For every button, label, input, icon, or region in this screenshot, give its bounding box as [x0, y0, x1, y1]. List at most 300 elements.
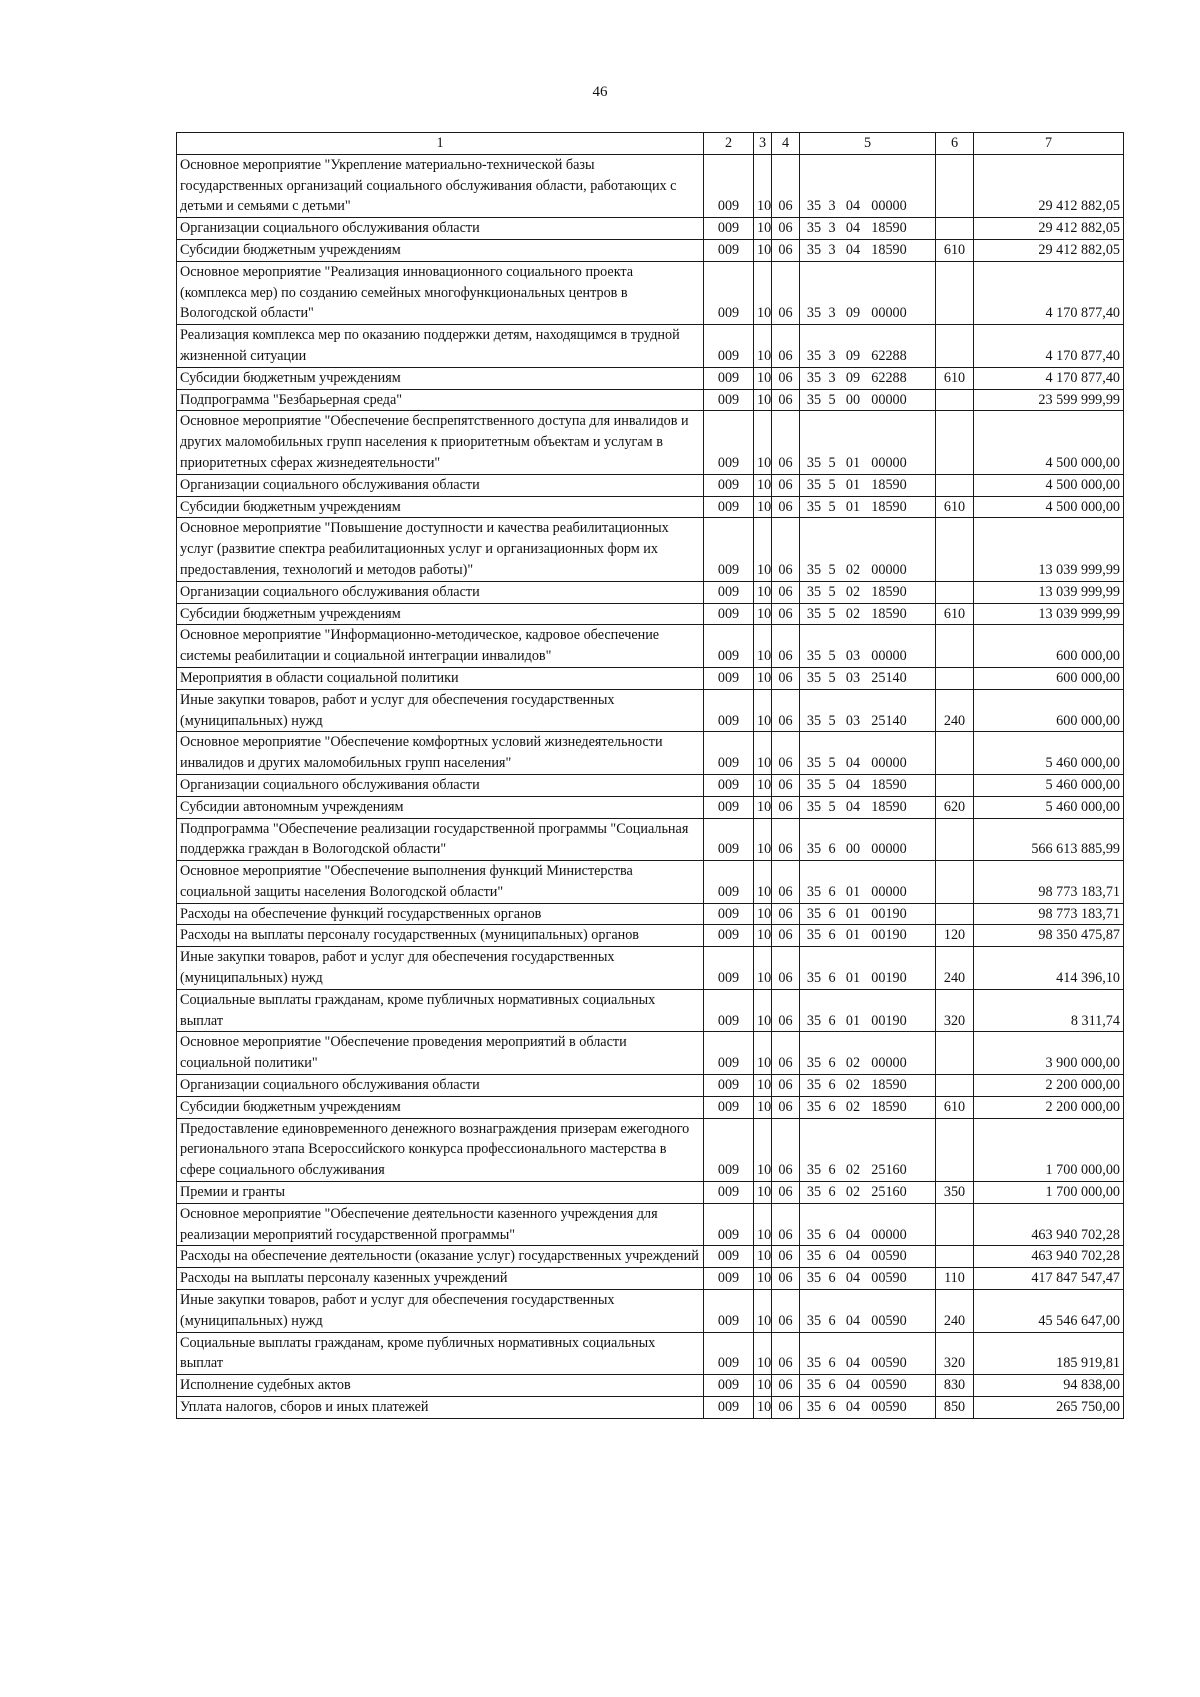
target-article-part: 18590: [871, 1098, 907, 1115]
row-name: Расходы на выплаты персоналу казенных учреждений: [177, 1268, 704, 1290]
row-amount: 23 599 999,99: [974, 389, 1124, 411]
row-target-article: [800, 732, 936, 775]
row-expense-type: 620: [936, 796, 974, 818]
target-article-part: 3: [828, 220, 836, 237]
target-article-part: 35: [806, 669, 822, 686]
row-ministry-code: 009: [704, 903, 754, 925]
target-article-part: 25160: [871, 1162, 907, 1179]
target-article-part: 5: [828, 454, 836, 471]
row-expense-type: 610: [936, 1096, 974, 1118]
target-article-part: 00000: [871, 883, 907, 900]
row-ministry-code: 009: [704, 218, 754, 240]
row-name: Субсидии бюджетным учреждениям: [177, 603, 704, 625]
row-subsection-code: 06: [772, 796, 800, 818]
row-ministry-code: 009: [704, 389, 754, 411]
row-name: Субсидии бюджетным учреждениям: [177, 496, 704, 518]
row-section-code: 10: [754, 1332, 772, 1375]
row-section-code: 10: [754, 325, 772, 368]
row-ministry-code: 009: [704, 774, 754, 796]
row-name: Расходы на выплаты персоналу государственных (муниципальных) органов: [177, 925, 704, 947]
row-amount: 3 900 000,00: [974, 1032, 1124, 1075]
row-name: Социальные выплаты гражданам, кроме публичных нормативных социальных выплат: [177, 1332, 704, 1375]
target-article-part: 00000: [871, 1226, 907, 1243]
target-article-part: 35: [806, 1270, 822, 1287]
row-expense-type: [936, 581, 974, 603]
table-row: [177, 1375, 1124, 1397]
row-amount: 4 170 877,40: [974, 261, 1124, 324]
row-section-code: 10: [754, 411, 772, 474]
target-article-part: 6: [828, 1355, 836, 1372]
target-article-part: 09: [845, 369, 861, 386]
row-section-code: 10: [754, 474, 772, 496]
row-subsection-code: 06: [772, 667, 800, 689]
target-article-part: 09: [845, 305, 861, 322]
row-name: Основное мероприятие "Обеспечение беспрепятственного доступа для инвалидов и других маломобильных групп населения к приоритетным объектам и услугам в приоритетных сферах жизнедеятельности": [177, 411, 704, 474]
row-amount: 2 200 000,00: [974, 1096, 1124, 1118]
table-row: [177, 367, 1124, 389]
row-ministry-code: 009: [704, 1246, 754, 1268]
row-section-code: 10: [754, 1075, 772, 1097]
target-article-part: 18590: [871, 605, 907, 622]
target-article-part: 35: [806, 798, 822, 815]
row-target-article: [800, 1032, 936, 1075]
row-subsection-code: 06: [772, 1397, 800, 1419]
row-name: Расходы на обеспечение деятельности (оказание услуг) государственных учреждений: [177, 1246, 704, 1268]
row-ministry-code: 009: [704, 518, 754, 581]
row-amount: 4 500 000,00: [974, 411, 1124, 474]
target-article-part: 35: [806, 391, 822, 408]
row-expense-type: 110: [936, 1268, 974, 1290]
table-row: [177, 1096, 1124, 1118]
row-amount: 414 396,10: [974, 947, 1124, 990]
target-article-part: 25140: [871, 669, 907, 686]
table-row: [177, 1246, 1124, 1268]
target-article-part: 35: [806, 583, 822, 600]
target-article-part: 00590: [871, 1270, 907, 1287]
row-name: Предоставление единовременного денежного вознаграждения призерам ежегодного регионального этапа Всероссийского конкурса профессионального мастерства в сфере социального обслуживания: [177, 1118, 704, 1181]
row-subsection-code: 06: [772, 581, 800, 603]
budget-table: [176, 132, 1124, 1419]
target-article-part: 6: [828, 1055, 836, 1072]
row-target-article: [800, 581, 936, 603]
row-target-article: [800, 1290, 936, 1333]
row-ministry-code: 009: [704, 1032, 754, 1075]
target-article-part: 04: [845, 776, 861, 793]
row-amount: 417 847 547,47: [974, 1268, 1124, 1290]
target-article-part: 01: [845, 454, 861, 471]
row-name: Основное мероприятие "Повышение доступности и качества реабилитационных услуг (развитие спектра реабилитационных услуг и организационных форм их предоставления, технологий и методов работы)": [177, 518, 704, 581]
table-row: [177, 903, 1124, 925]
row-section-code: 10: [754, 1246, 772, 1268]
row-amount: 8 311,74: [974, 989, 1124, 1032]
table-row: [177, 218, 1124, 240]
target-article-part: 02: [845, 1184, 861, 1201]
table-row: [177, 1182, 1124, 1204]
row-name: Уплата налогов, сборов и иных платежей: [177, 1397, 704, 1419]
row-subsection-code: 06: [772, 861, 800, 904]
row-ministry-code: 009: [704, 239, 754, 261]
table-row: [177, 1268, 1124, 1290]
target-article-part: 35: [806, 220, 822, 237]
target-article-part: 35: [806, 498, 822, 515]
row-amount: 98 350 475,87: [974, 925, 1124, 947]
row-target-article: [800, 154, 936, 217]
row-target-article: [800, 1332, 936, 1375]
row-name: Основное мероприятие "Обеспечение комфортных условий жизнедеятельности инвалидов и других маломобильных групп населения": [177, 732, 704, 775]
row-amount: 94 838,00: [974, 1375, 1124, 1397]
header-cell-7: 7: [974, 133, 1124, 155]
row-ministry-code: 009: [704, 732, 754, 775]
row-target-article: [800, 1397, 936, 1419]
target-article-part: 35: [806, 347, 822, 364]
row-ministry-code: 009: [704, 1203, 754, 1246]
row-amount: 1 700 000,00: [974, 1118, 1124, 1181]
row-amount: 45 546 647,00: [974, 1290, 1124, 1333]
row-ministry-code: 009: [704, 1096, 754, 1118]
row-expense-type: 830: [936, 1375, 974, 1397]
row-subsection-code: 06: [772, 903, 800, 925]
row-amount: 265 750,00: [974, 1397, 1124, 1419]
row-subsection-code: 06: [772, 1203, 800, 1246]
target-article-part: 00190: [871, 970, 907, 987]
row-amount: 600 000,00: [974, 625, 1124, 668]
row-name: Организации социального обслуживания области: [177, 774, 704, 796]
row-target-article: [800, 689, 936, 732]
target-article-part: 35: [806, 1077, 822, 1094]
table-row: [177, 603, 1124, 625]
row-ministry-code: 009: [704, 1118, 754, 1181]
target-article-part: 00000: [871, 648, 907, 665]
row-subsection-code: 06: [772, 989, 800, 1032]
row-expense-type: 610: [936, 496, 974, 518]
target-article-part: 6: [828, 970, 836, 987]
row-ministry-code: 009: [704, 1268, 754, 1290]
row-section-code: 10: [754, 818, 772, 861]
row-section-code: 10: [754, 389, 772, 411]
row-target-article: [800, 518, 936, 581]
row-amount: 2 200 000,00: [974, 1075, 1124, 1097]
row-target-article: [800, 411, 936, 474]
target-article-part: 02: [845, 561, 861, 578]
row-expense-type: [936, 518, 974, 581]
row-subsection-code: 06: [772, 411, 800, 474]
target-article-part: 35: [806, 1098, 822, 1115]
row-section-code: 10: [754, 667, 772, 689]
target-article-part: 18590: [871, 583, 907, 600]
target-article-part: 01: [845, 476, 861, 493]
target-article-part: 35: [806, 1226, 822, 1243]
row-subsection-code: 06: [772, 732, 800, 775]
row-name: Иные закупки товаров, работ и услуг для обеспечения государственных (муниципальных) нужд: [177, 689, 704, 732]
target-article-part: 00590: [871, 1399, 907, 1416]
row-section-code: 10: [754, 1118, 772, 1181]
row-ministry-code: 009: [704, 367, 754, 389]
row-target-article: [800, 1182, 936, 1204]
row-section-code: 10: [754, 154, 772, 217]
row-amount: 185 919,81: [974, 1332, 1124, 1375]
row-target-article: [800, 925, 936, 947]
row-section-code: 10: [754, 367, 772, 389]
target-article-part: 3: [828, 241, 836, 258]
row-amount: 600 000,00: [974, 667, 1124, 689]
row-target-article: [800, 1118, 936, 1181]
target-article-part: 3: [828, 347, 836, 364]
row-name: Основное мероприятие "Реализация инновационного социального проекта (комплекса мер) по созданию семейных многофункциональных центров в Вологодской области": [177, 261, 704, 324]
target-article-part: 6: [828, 1012, 836, 1029]
row-target-article: [800, 774, 936, 796]
row-subsection-code: 06: [772, 218, 800, 240]
target-article-part: 35: [806, 755, 822, 772]
row-ministry-code: 009: [704, 154, 754, 217]
target-article-part: 04: [845, 1270, 861, 1287]
target-article-part: 00590: [871, 1312, 907, 1329]
row-ministry-code: 009: [704, 411, 754, 474]
row-target-article: [800, 989, 936, 1032]
row-target-article: [800, 1203, 936, 1246]
table-row: [177, 389, 1124, 411]
target-article-part: 04: [845, 1377, 861, 1394]
target-article-part: 35: [806, 712, 822, 729]
target-article-part: 02: [845, 1077, 861, 1094]
row-section-code: 10: [754, 925, 772, 947]
target-article-part: 35: [806, 648, 822, 665]
row-name: Иные закупки товаров, работ и услуг для обеспечения государственных (муниципальных) нужд: [177, 947, 704, 990]
target-article-part: 35: [806, 476, 822, 493]
table-row: [177, 861, 1124, 904]
row-target-article: [800, 1075, 936, 1097]
row-target-article: [800, 1096, 936, 1118]
target-article-part: 35: [806, 841, 822, 858]
target-article-part: 35: [806, 905, 822, 922]
target-article-part: 35: [806, 305, 822, 322]
target-article-part: 6: [828, 1098, 836, 1115]
row-subsection-code: 06: [772, 925, 800, 947]
target-article-part: 09: [845, 347, 861, 364]
row-expense-type: [936, 389, 974, 411]
row-name: Организации социального обслуживания области: [177, 474, 704, 496]
row-section-code: 10: [754, 1268, 772, 1290]
row-subsection-code: 06: [772, 1268, 800, 1290]
row-name: Организации социального обслуживания области: [177, 1075, 704, 1097]
row-name: Мероприятия в области социальной политики: [177, 667, 704, 689]
row-expense-type: [936, 474, 974, 496]
row-amount: 5 460 000,00: [974, 796, 1124, 818]
row-ministry-code: 009: [704, 861, 754, 904]
target-article-part: 18590: [871, 220, 907, 237]
row-subsection-code: 06: [772, 1332, 800, 1375]
row-subsection-code: 06: [772, 1118, 800, 1181]
row-name: Основное мероприятие "Обеспечение проведения мероприятий в области социальной политики": [177, 1032, 704, 1075]
row-name: Подпрограмма "Безбарьерная среда": [177, 389, 704, 411]
row-section-code: 10: [754, 796, 772, 818]
row-expense-type: [936, 154, 974, 217]
target-article-part: 02: [845, 1162, 861, 1179]
target-article-part: 35: [806, 1055, 822, 1072]
row-amount: 4 500 000,00: [974, 496, 1124, 518]
target-article-part: 35: [806, 1355, 822, 1372]
table-row: [177, 1332, 1124, 1375]
target-article-part: 6: [828, 1312, 836, 1329]
table-row: [177, 581, 1124, 603]
row-subsection-code: 06: [772, 818, 800, 861]
header-cell-6: 6: [936, 133, 974, 155]
row-expense-type: 240: [936, 947, 974, 990]
row-expense-type: 120: [936, 925, 974, 947]
row-ministry-code: 009: [704, 667, 754, 689]
row-section-code: 10: [754, 989, 772, 1032]
row-amount: 29 412 882,05: [974, 218, 1124, 240]
target-article-part: 5: [828, 755, 836, 772]
header-cell-2: 2: [704, 133, 754, 155]
row-section-code: 10: [754, 689, 772, 732]
target-article-part: 04: [845, 220, 861, 237]
row-amount: 4 500 000,00: [974, 474, 1124, 496]
target-article-part: 6: [828, 841, 836, 858]
row-target-article: [800, 947, 936, 990]
target-article-part: 5: [828, 712, 836, 729]
target-article-part: 5: [828, 669, 836, 686]
row-section-code: 10: [754, 1290, 772, 1333]
target-article-part: 6: [828, 883, 836, 900]
target-article-part: 01: [845, 1012, 861, 1029]
target-article-part: 5: [828, 561, 836, 578]
row-expense-type: [936, 732, 974, 775]
row-expense-type: 350: [936, 1182, 974, 1204]
row-amount: 13 039 999,99: [974, 603, 1124, 625]
row-section-code: 10: [754, 1032, 772, 1075]
target-article-part: 00000: [871, 561, 907, 578]
target-article-part: 18590: [871, 776, 907, 793]
row-section-code: 10: [754, 861, 772, 904]
row-target-article: [800, 1246, 936, 1268]
target-article-part: 04: [845, 1248, 861, 1265]
row-amount: 463 940 702,28: [974, 1203, 1124, 1246]
table-header-row: [177, 133, 1124, 155]
target-article-part: 04: [845, 1355, 861, 1372]
row-ministry-code: 009: [704, 818, 754, 861]
target-article-part: 00190: [871, 927, 907, 944]
target-article-part: 6: [828, 1162, 836, 1179]
row-amount: 5 460 000,00: [974, 774, 1124, 796]
row-name: Субсидии автономным учреждениям: [177, 796, 704, 818]
row-subsection-code: 06: [772, 239, 800, 261]
row-subsection-code: 06: [772, 1375, 800, 1397]
target-article-part: 35: [806, 1012, 822, 1029]
table-row: [177, 1203, 1124, 1246]
row-amount: 4 170 877,40: [974, 325, 1124, 368]
row-ministry-code: 009: [704, 325, 754, 368]
row-section-code: 10: [754, 603, 772, 625]
target-article-part: 35: [806, 1184, 822, 1201]
target-article-part: 01: [845, 905, 861, 922]
row-section-code: 10: [754, 774, 772, 796]
row-expense-type: [936, 1118, 974, 1181]
row-expense-type: 240: [936, 689, 974, 732]
target-article-part: 5: [828, 605, 836, 622]
target-article-part: 02: [845, 605, 861, 622]
table-row: [177, 496, 1124, 518]
row-expense-type: 850: [936, 1397, 974, 1419]
row-ministry-code: 009: [704, 1290, 754, 1333]
row-expense-type: 610: [936, 603, 974, 625]
row-section-code: 10: [754, 1203, 772, 1246]
row-name: Премии и гранты: [177, 1182, 704, 1204]
target-article-part: 00000: [871, 1055, 907, 1072]
row-subsection-code: 06: [772, 774, 800, 796]
target-article-part: 02: [845, 1098, 861, 1115]
row-name: Основное мероприятие "Информационно-методическое, кадровое обеспечение системы реабилитации и социальной интеграции инвалидов": [177, 625, 704, 668]
row-expense-type: 610: [936, 239, 974, 261]
table-row: [177, 989, 1124, 1032]
row-amount: 600 000,00: [974, 689, 1124, 732]
row-section-code: 10: [754, 947, 772, 990]
target-article-part: 01: [845, 498, 861, 515]
target-article-part: 04: [845, 1226, 861, 1243]
target-article-part: 04: [845, 241, 861, 258]
target-article-part: 03: [845, 712, 861, 729]
table-row: [177, 411, 1124, 474]
row-ministry-code: 009: [704, 947, 754, 990]
row-name: Социальные выплаты гражданам, кроме публичных нормативных социальных выплат: [177, 989, 704, 1032]
target-article-part: 02: [845, 583, 861, 600]
row-target-article: [800, 667, 936, 689]
row-target-article: [800, 496, 936, 518]
target-article-part: 00000: [871, 391, 907, 408]
row-name: Подпрограмма "Обеспечение реализации государственной программы "Социальная поддержка граждан в Вологодской области": [177, 818, 704, 861]
row-subsection-code: 06: [772, 625, 800, 668]
table-row: [177, 625, 1124, 668]
row-name: Основное мероприятие "Обеспечение деятельности казенного учреждения для реализации мероприятий государственной программы": [177, 1203, 704, 1246]
target-article-part: 5: [828, 776, 836, 793]
row-section-code: 10: [754, 581, 772, 603]
row-amount: 98 773 183,71: [974, 861, 1124, 904]
row-section-code: 10: [754, 239, 772, 261]
row-subsection-code: 06: [772, 1075, 800, 1097]
row-target-article: [800, 903, 936, 925]
row-name: Иные закупки товаров, работ и услуг для обеспечения государственных (муниципальных) нужд: [177, 1290, 704, 1333]
row-target-article: [800, 239, 936, 261]
row-expense-type: [936, 625, 974, 668]
row-ministry-code: 009: [704, 925, 754, 947]
row-subsection-code: 06: [772, 1290, 800, 1333]
target-article-part: 00000: [871, 305, 907, 322]
header-cell-4: 4: [772, 133, 800, 155]
table-row: [177, 732, 1124, 775]
row-subsection-code: 06: [772, 603, 800, 625]
target-article-part: 35: [806, 1162, 822, 1179]
target-article-part: 6: [828, 1226, 836, 1243]
table-row: [177, 474, 1124, 496]
target-article-part: 35: [806, 561, 822, 578]
row-subsection-code: 06: [772, 689, 800, 732]
target-article-part: 04: [845, 198, 861, 215]
target-article-part: 35: [806, 883, 822, 900]
row-target-article: [800, 625, 936, 668]
row-subsection-code: 06: [772, 474, 800, 496]
table-row: [177, 1032, 1124, 1075]
row-section-code: 10: [754, 496, 772, 518]
row-expense-type: 320: [936, 989, 974, 1032]
table-row: [177, 796, 1124, 818]
table-row: [177, 261, 1124, 324]
row-section-code: 10: [754, 1096, 772, 1118]
row-ministry-code: 009: [704, 1182, 754, 1204]
row-ministry-code: 009: [704, 1332, 754, 1375]
row-expense-type: 240: [936, 1290, 974, 1333]
target-article-part: 00190: [871, 1012, 907, 1029]
target-article-part: 00: [845, 841, 861, 858]
table-row: [177, 1397, 1124, 1419]
